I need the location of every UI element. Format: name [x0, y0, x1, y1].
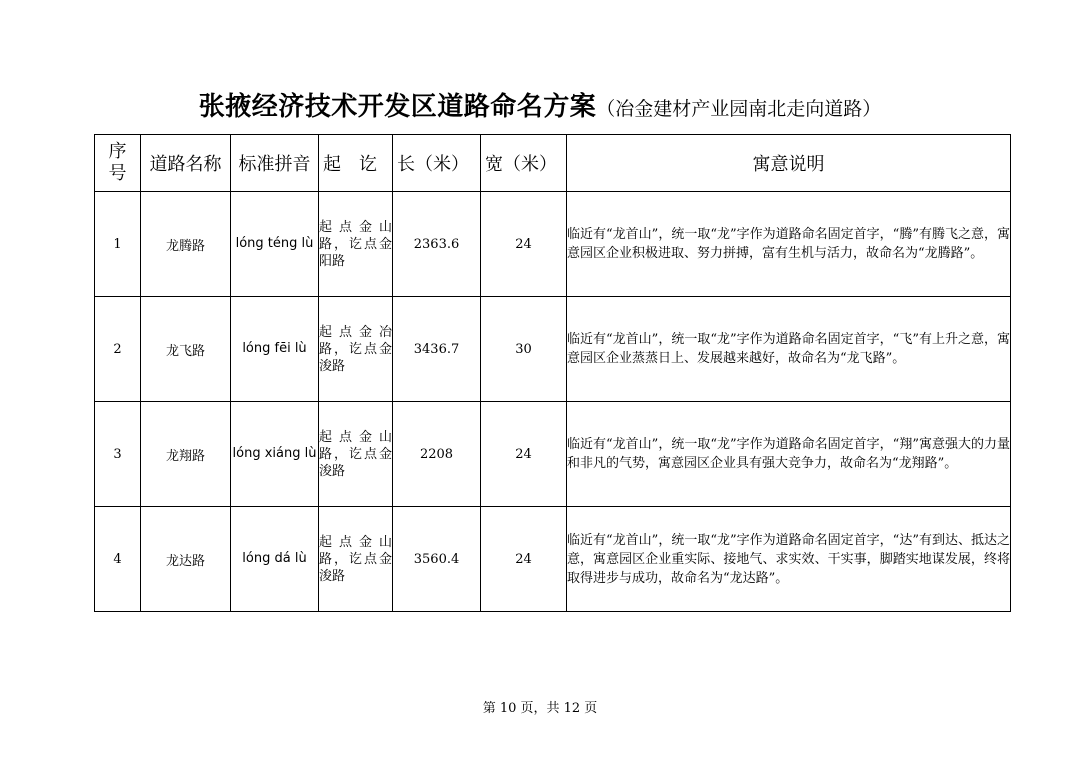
- cell-pinyin: lóng fēi lù: [231, 297, 319, 402]
- cell-no: 3: [95, 402, 141, 507]
- table-row: [95, 507, 1011, 612]
- cell-name: 龙达路: [141, 507, 231, 612]
- cell-range: 起点金冶路，讫点金浚路: [319, 297, 393, 402]
- cell-range: 起点金山路，讫点金浚路: [319, 402, 393, 507]
- cell-meaning: 临近有“龙首山”，统一取“龙”字作为道路命名固定首字，“达”有到达、抵达之意，寓意园区企业重实际、接地气、求实效、干实事，脚踏实地谋发展，终将取得进步与成功，故命名为“龙达路”。: [567, 507, 1011, 612]
- cell-name: 龙翔路: [141, 402, 231, 507]
- cell-name: 龙飞路: [141, 297, 231, 402]
- header-range: 起 讫: [319, 135, 393, 192]
- cell-no: 1: [95, 192, 141, 297]
- page-number-footer: 第 10 页，共 12 页: [482, 701, 598, 716]
- cell-width: 24: [481, 402, 567, 507]
- cell-length: 2208: [393, 402, 481, 507]
- cell-length: 2363.6: [393, 192, 481, 297]
- cell-pinyin: lóng téng lù: [231, 192, 319, 297]
- cell-width: 24: [481, 192, 567, 297]
- cell-length: 3560.4: [393, 507, 481, 612]
- header-pinyin: 标准拼音: [231, 135, 319, 192]
- table-header-row: [95, 135, 1011, 192]
- road-naming-table: [94, 134, 1011, 612]
- cell-name: 龙腾路: [141, 192, 231, 297]
- cell-meaning: 临近有“龙首山”，统一取“龙”字作为道路命名固定首字，“腾”有腾飞之意，寓意园区企业积极进取、努力拼搏，富有生机与活力，故命名为“龙腾路”。: [567, 192, 1011, 297]
- cell-width: 24: [481, 507, 567, 612]
- cell-no: 2: [95, 297, 141, 402]
- title-main: 张掖经济技术开发区道路命名方案: [198, 92, 597, 122]
- header-length: 长（米）: [393, 135, 481, 192]
- cell-no: 4: [95, 507, 141, 612]
- cell-meaning: 临近有“龙首山”，统一取“龙”字作为道路命名固定首字，“飞”有上升之意，寓意园区企业蒸蒸日上、发展越来越好，故命名为“龙飞路”。: [567, 297, 1011, 402]
- title-subtitle: （冶金建材产业园南北走向道路）: [596, 98, 882, 120]
- header-no: 序号: [95, 135, 141, 192]
- cell-range: 起点金山路，讫点金浚路: [319, 507, 393, 612]
- header-meaning: 寓意说明: [567, 135, 1011, 192]
- header-width: 宽（米）: [481, 135, 567, 192]
- cell-pinyin: lóng xiáng lù: [231, 402, 319, 507]
- cell-width: 30: [481, 297, 567, 402]
- cell-pinyin: lóng dá lù: [231, 507, 319, 612]
- header-name: 道路名称: [141, 135, 231, 192]
- cell-range: 起点金山路，讫点金阳路: [319, 192, 393, 297]
- cell-meaning: 临近有“龙首山”，统一取“龙”字作为道路命名固定首字，“翔”寓意强大的力量和非凡的气势，寓意园区企业具有强大竞争力，故命名为“龙翔路”。: [567, 402, 1011, 507]
- table-row: [95, 192, 1011, 297]
- cell-length: 3436.7: [393, 297, 481, 402]
- table-row: [95, 402, 1011, 507]
- document-title: [0, 86, 1080, 123]
- table-row: [95, 297, 1011, 402]
